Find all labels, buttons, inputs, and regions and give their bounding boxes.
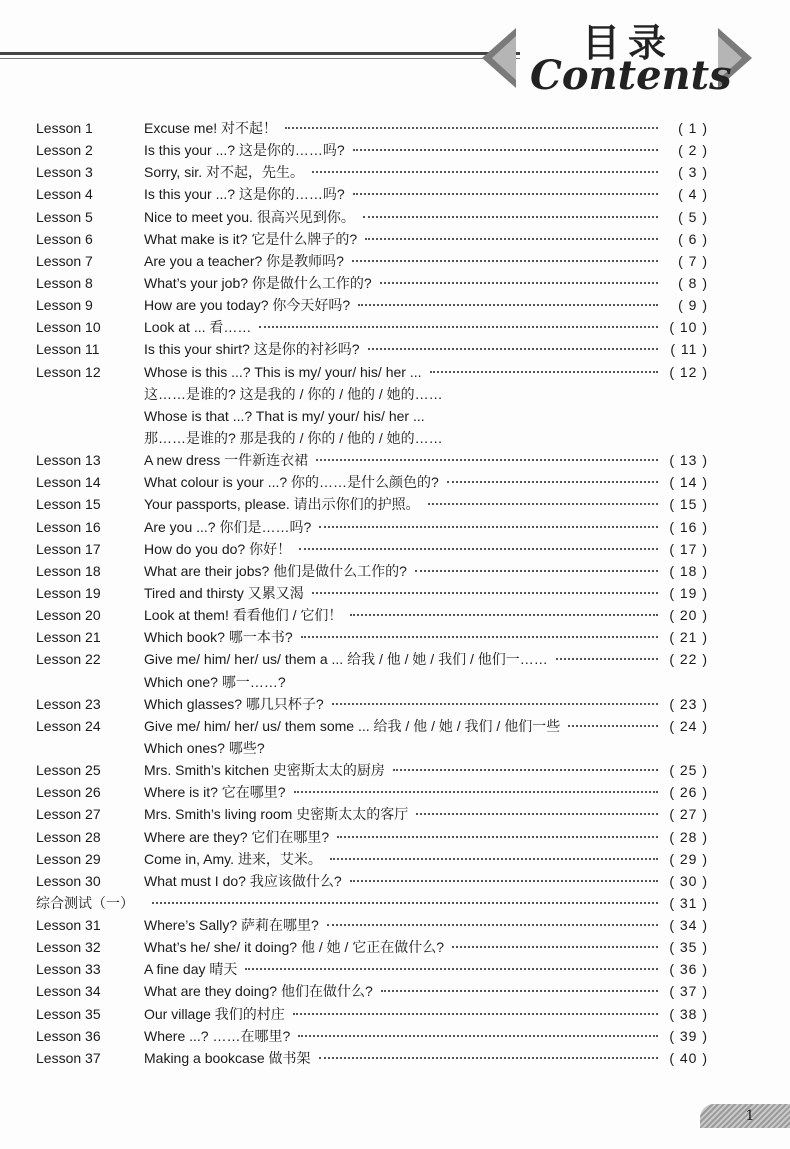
toc-lesson-title: Which book? 哪一本书? bbox=[144, 629, 293, 646]
toc-lesson-label: Lesson 11 bbox=[36, 341, 100, 358]
toc-dot-leader bbox=[350, 880, 658, 882]
toc-row bbox=[36, 338, 708, 360]
toc-lesson-label: Lesson 28 bbox=[36, 828, 101, 845]
toc-lesson-label: Lesson 17 bbox=[36, 540, 101, 557]
toc-lesson-label: Lesson 10 bbox=[36, 319, 101, 336]
toc-lesson-title: Which one? 哪一……? bbox=[144, 673, 286, 690]
toc-lesson-label: Lesson 35 bbox=[36, 1005, 101, 1022]
toc-page-number: ( 10 ) bbox=[669, 319, 708, 336]
toc-dot-leader bbox=[312, 171, 658, 173]
toc-lesson-label: Lesson 8 bbox=[36, 274, 93, 291]
toc-row bbox=[36, 516, 708, 538]
toc-page-number: ( 18 ) bbox=[669, 562, 708, 579]
toc-lesson-title: Whose is that ...? That is my/ your/ his/ her ... bbox=[144, 407, 425, 424]
toc-row bbox=[36, 803, 708, 825]
toc-lesson-title: How do you do? 你好！ bbox=[144, 540, 292, 557]
toc-lesson-title: Which glasses? 哪几只杯子? bbox=[144, 695, 324, 712]
toc-page-number: ( 15 ) bbox=[669, 496, 708, 513]
toc-lesson-title: Is this your shirt? 这是你的衬衫吗? bbox=[144, 341, 360, 358]
page-title-english: Contents bbox=[530, 52, 732, 99]
toc-lesson-title: Where’s Sally? 萨莉在哪里? bbox=[144, 917, 319, 934]
toc-dot-leader bbox=[568, 725, 658, 727]
toc-dot-leader bbox=[428, 503, 658, 505]
toc-page-number: ( 22 ) bbox=[669, 651, 708, 668]
toc-lesson-title: Look at ... 看…… bbox=[144, 319, 252, 336]
toc-page-number: ( 17 ) bbox=[669, 540, 708, 557]
toc-lesson-label: Lesson 21 bbox=[36, 629, 101, 646]
toc-row bbox=[36, 781, 708, 803]
toc-lesson-label: Lesson 16 bbox=[36, 518, 101, 535]
toc-row bbox=[36, 250, 708, 272]
toc-row bbox=[36, 316, 708, 338]
toc-lesson-title: Nice to meet you. 很高兴见到你。 bbox=[144, 208, 355, 225]
toc-lesson-label: Lesson 15 bbox=[36, 496, 101, 513]
toc-page-number: ( 29 ) bbox=[669, 850, 708, 867]
toc-row bbox=[36, 493, 708, 515]
toc-lesson-label: Lesson 7 bbox=[36, 252, 93, 269]
toc-lesson-label: Lesson 4 bbox=[36, 186, 93, 203]
toc-lesson-title: Give me/ him/ her/ us/ them some ... 给我 / 他 / 她 / 我们 / 他们一些 bbox=[144, 717, 561, 734]
toc-row bbox=[36, 604, 708, 626]
toc-page-number: ( 24 ) bbox=[669, 717, 708, 734]
toc-lesson-label: Lesson 13 bbox=[36, 452, 101, 469]
toc-lesson-label: Lesson 30 bbox=[36, 872, 101, 889]
toc-lesson-label: Lesson 27 bbox=[36, 806, 101, 823]
toc-page-number: ( 4 ) bbox=[678, 186, 708, 203]
toc-lesson-label: Lesson 37 bbox=[36, 1049, 101, 1066]
toc-lesson-label: Lesson 22 bbox=[36, 651, 101, 668]
toc-page-number: ( 16 ) bbox=[669, 518, 708, 535]
toc-dot-leader bbox=[245, 968, 658, 970]
toc-row bbox=[36, 648, 708, 670]
toc-dot-leader bbox=[312, 592, 658, 594]
toc-lesson-label: Lesson 5 bbox=[36, 208, 93, 225]
toc-page-number: ( 1 ) bbox=[678, 120, 708, 136]
toc-lesson-title: Mrs. Smith’s kitchen 史密斯太太的厨房 bbox=[144, 762, 385, 779]
toc-page-number: ( 37 ) bbox=[669, 983, 708, 1000]
toc-lesson-label: Lesson 19 bbox=[36, 584, 101, 601]
toc-dot-leader bbox=[298, 1035, 658, 1037]
toc-row bbox=[36, 582, 708, 604]
toc-dot-leader bbox=[319, 1057, 658, 1059]
toc-row bbox=[36, 427, 708, 449]
toc-lesson-label: Lesson 18 bbox=[36, 562, 101, 579]
toc-dot-leader bbox=[393, 769, 658, 771]
toc-page-number: ( 5 ) bbox=[678, 208, 708, 225]
toc-page-number: ( 40 ) bbox=[669, 1049, 708, 1066]
toc-dot-leader bbox=[358, 304, 658, 306]
toc-page-number: ( 36 ) bbox=[669, 961, 708, 978]
toc-lesson-label: 综合测试（一） bbox=[36, 894, 134, 911]
toc-lesson-title: What are they doing? 他们在做什么? bbox=[144, 983, 373, 1000]
toc-page-number: ( 8 ) bbox=[678, 274, 708, 291]
toc-row bbox=[36, 538, 708, 560]
toc-dot-leader bbox=[316, 459, 658, 461]
toc-lesson-label: Lesson 9 bbox=[36, 297, 93, 314]
toc-lesson-label: Lesson 1 bbox=[36, 120, 93, 136]
toc-lesson-title: Give me/ him/ her/ us/ them a ... 给我 / 他 / 她 / 我们 / 他们一…… bbox=[144, 651, 548, 668]
toc-row bbox=[36, 870, 708, 892]
toc-lesson-title: 这……是谁的? 这是我的 / 你的 / 他的 / 她的…… bbox=[144, 385, 443, 402]
toc-dot-leader bbox=[381, 990, 658, 992]
toc-page-number: ( 34 ) bbox=[669, 917, 708, 934]
toc-dot-leader bbox=[353, 149, 658, 151]
toc-dot-leader bbox=[337, 836, 658, 838]
toc-dot-leader bbox=[332, 703, 658, 705]
toc-dot-leader bbox=[365, 238, 658, 240]
toc-dot-leader bbox=[352, 260, 658, 262]
toc-row bbox=[36, 848, 708, 870]
toc-row bbox=[36, 626, 708, 648]
toc-dot-leader bbox=[293, 1013, 658, 1015]
toc-dot-leader bbox=[152, 902, 658, 904]
toc-lesson-label: Lesson 20 bbox=[36, 607, 101, 624]
toc-row bbox=[36, 405, 708, 427]
toc-page-number: ( 2 ) bbox=[678, 142, 708, 159]
toc-page-number: ( 14 ) bbox=[669, 474, 708, 491]
toc-dot-leader bbox=[350, 614, 658, 616]
toc-lesson-label: Lesson 26 bbox=[36, 784, 101, 801]
toc-page-number: ( 20 ) bbox=[669, 607, 708, 624]
toc-lesson-title: A fine day 晴天 bbox=[144, 961, 238, 978]
toc-page-number: ( 31 ) bbox=[669, 894, 708, 911]
toc-lesson-label: Lesson 6 bbox=[36, 230, 93, 247]
toc-lesson-title: Are you ...? 你们是……吗? bbox=[144, 518, 312, 535]
toc-lesson-title: What are their jobs? 他们是做什么工作的? bbox=[144, 562, 407, 579]
toc-dot-leader bbox=[415, 570, 658, 572]
toc-page-number: ( 30 ) bbox=[669, 872, 708, 889]
toc-dot-leader bbox=[327, 924, 658, 926]
toc-row bbox=[36, 294, 708, 316]
toc-lesson-title: Making a bookcase 做书架 bbox=[144, 1049, 311, 1066]
toc-page-number: ( 35 ) bbox=[669, 939, 708, 956]
toc-lesson-title: Whose is this ...? This is my/ your/ his/ her ... bbox=[144, 363, 422, 380]
toc-page-number: ( 25 ) bbox=[669, 762, 708, 779]
toc-dot-leader bbox=[380, 282, 658, 284]
toc-lesson-title: Look at them! 看看他们 / 它们！ bbox=[144, 607, 343, 624]
toc-lesson-title: What colour is your ...? 你的……是什么颜色的? bbox=[144, 474, 439, 491]
toc-row bbox=[36, 161, 708, 183]
toc-lesson-label: Lesson 23 bbox=[36, 695, 101, 712]
toc-row bbox=[36, 471, 708, 493]
toc-lesson-label: Lesson 2 bbox=[36, 142, 93, 159]
toc-row bbox=[36, 693, 708, 715]
toc-row bbox=[36, 139, 708, 161]
toc-lesson-title: Where are they? 它们在哪里? bbox=[144, 828, 330, 845]
toc-lesson-title: Tired and thirsty 又累又渴 bbox=[144, 584, 304, 601]
toc-page-number: ( 28 ) bbox=[669, 828, 708, 845]
toc-lesson-title: Our village 我们的村庄 bbox=[144, 1005, 285, 1022]
toc-lesson-label: Lesson 24 bbox=[36, 717, 101, 734]
toc-row bbox=[36, 117, 708, 139]
toc-dot-leader bbox=[301, 636, 658, 638]
toc-row bbox=[36, 383, 708, 405]
toc-dot-leader bbox=[259, 326, 658, 328]
toc-row bbox=[36, 980, 708, 1002]
toc-row bbox=[36, 361, 708, 383]
toc-lesson-label: Lesson 12 bbox=[36, 363, 101, 380]
toc-lesson-label: Lesson 3 bbox=[36, 164, 93, 181]
toc-page-number: ( 26 ) bbox=[669, 784, 708, 801]
toc-lesson-title: Is this your ...? 这是你的……吗? bbox=[144, 142, 345, 159]
toc-row bbox=[36, 826, 708, 848]
toc-dot-leader bbox=[319, 526, 658, 528]
toc-lesson-label: Lesson 33 bbox=[36, 961, 101, 978]
toc-row bbox=[36, 228, 708, 250]
toc-row bbox=[36, 206, 708, 228]
toc-lesson-title: What’s your job? 你是做什么工作的? bbox=[144, 274, 372, 291]
toc-dot-leader bbox=[294, 791, 658, 793]
arrow-left-inner-icon bbox=[492, 36, 516, 80]
toc-dot-leader bbox=[363, 216, 658, 218]
toc-lesson-label: Lesson 36 bbox=[36, 1027, 101, 1044]
toc-lesson-title: What must I do? 我应该做什么? bbox=[144, 872, 342, 889]
toc-page-number: ( 13 ) bbox=[669, 452, 708, 469]
toc-lesson-label: Lesson 32 bbox=[36, 939, 101, 956]
toc-page-number: ( 7 ) bbox=[678, 252, 708, 269]
toc-lesson-title: Excuse me! 对不起！ bbox=[144, 120, 278, 136]
toc-page-number: ( 38 ) bbox=[669, 1005, 708, 1022]
toc-dot-leader bbox=[299, 548, 658, 550]
toc-lesson-label: Lesson 29 bbox=[36, 850, 101, 867]
toc-lesson-label: Lesson 14 bbox=[36, 474, 101, 491]
toc-page-number: ( 3 ) bbox=[678, 164, 708, 181]
toc-dot-leader bbox=[556, 658, 658, 660]
toc-dot-leader bbox=[452, 946, 658, 948]
toc-lesson-title: 那……是谁的? 那是我的 / 你的 / 他的 / 她的…… bbox=[144, 429, 443, 446]
toc-row bbox=[36, 671, 708, 693]
toc-dot-leader bbox=[447, 481, 658, 483]
toc-row bbox=[36, 958, 708, 980]
header-rule bbox=[0, 52, 520, 55]
toc-lesson-label: Lesson 25 bbox=[36, 762, 101, 779]
toc-row bbox=[36, 892, 708, 914]
toc-page-number: ( 12 ) bbox=[669, 363, 708, 380]
toc-lesson-title: What’s he/ she/ it doing? 他 / 她 / 它正在做什么? bbox=[144, 939, 445, 956]
toc-dot-leader bbox=[430, 371, 659, 373]
toc-dot-leader bbox=[353, 193, 658, 195]
page-number: 1 bbox=[745, 1108, 755, 1124]
toc-row bbox=[36, 759, 708, 781]
toc-row bbox=[36, 1025, 708, 1047]
toc-lesson-title: Come in, Amy. 进来，艾米。 bbox=[144, 850, 322, 867]
toc-page-number: ( 19 ) bbox=[669, 584, 708, 601]
toc-lesson-title: Your passports, please. 请出示你们的护照。 bbox=[144, 496, 420, 513]
toc-lesson-title: Where ...? ……在哪里? bbox=[144, 1027, 291, 1044]
toc-row bbox=[36, 272, 708, 294]
page-title-chinese: 目录 bbox=[581, 21, 674, 65]
toc-lesson-title: Mrs. Smith’s living room 史密斯太太的客厅 bbox=[144, 806, 409, 823]
toc-lesson-title: Which ones? 哪些? bbox=[144, 739, 265, 756]
toc-page-number: ( 11 ) bbox=[670, 341, 708, 358]
toc-page-number: ( 6 ) bbox=[678, 230, 708, 247]
toc-lesson-title: How are you today? 你今天好吗? bbox=[144, 297, 351, 314]
toc-row bbox=[36, 1047, 708, 1069]
toc-row bbox=[36, 737, 708, 759]
toc-page-number: ( 27 ) bbox=[669, 806, 708, 823]
toc-row bbox=[36, 1003, 708, 1025]
toc-lesson-title: What make is it? 它是什么牌子的? bbox=[144, 230, 358, 247]
toc-dot-leader bbox=[416, 813, 658, 815]
toc-dot-leader bbox=[285, 127, 658, 129]
table-of-contents bbox=[36, 117, 708, 1069]
toc-lesson-title: A new dress 一件新连衣裙 bbox=[144, 452, 309, 469]
toc-dot-leader bbox=[368, 348, 659, 350]
toc-lesson-label: Lesson 31 bbox=[36, 917, 101, 934]
toc-page-number: ( 9 ) bbox=[678, 297, 708, 314]
toc-row bbox=[36, 936, 708, 958]
toc-lesson-title: Sorry, sir. 对不起，先生。 bbox=[144, 164, 304, 181]
toc-page-number: ( 39 ) bbox=[669, 1027, 708, 1044]
toc-lesson-title: Is this your ...? 这是你的……吗? bbox=[144, 186, 345, 203]
toc-row bbox=[36, 715, 708, 737]
toc-dot-leader bbox=[330, 858, 658, 860]
toc-page-number: ( 21 ) bbox=[669, 629, 708, 646]
toc-lesson-title: Where is it? 它在哪里? bbox=[144, 784, 286, 801]
toc-row bbox=[36, 560, 708, 582]
toc-lesson-label: Lesson 34 bbox=[36, 983, 101, 1000]
toc-lesson-title: Are you a teacher? 你是教师吗? bbox=[144, 252, 344, 269]
toc-row bbox=[36, 914, 708, 936]
header-rule-thin bbox=[0, 58, 520, 59]
toc-page-number: ( 23 ) bbox=[669, 695, 708, 712]
toc-row bbox=[36, 449, 708, 471]
toc-row bbox=[36, 183, 708, 205]
